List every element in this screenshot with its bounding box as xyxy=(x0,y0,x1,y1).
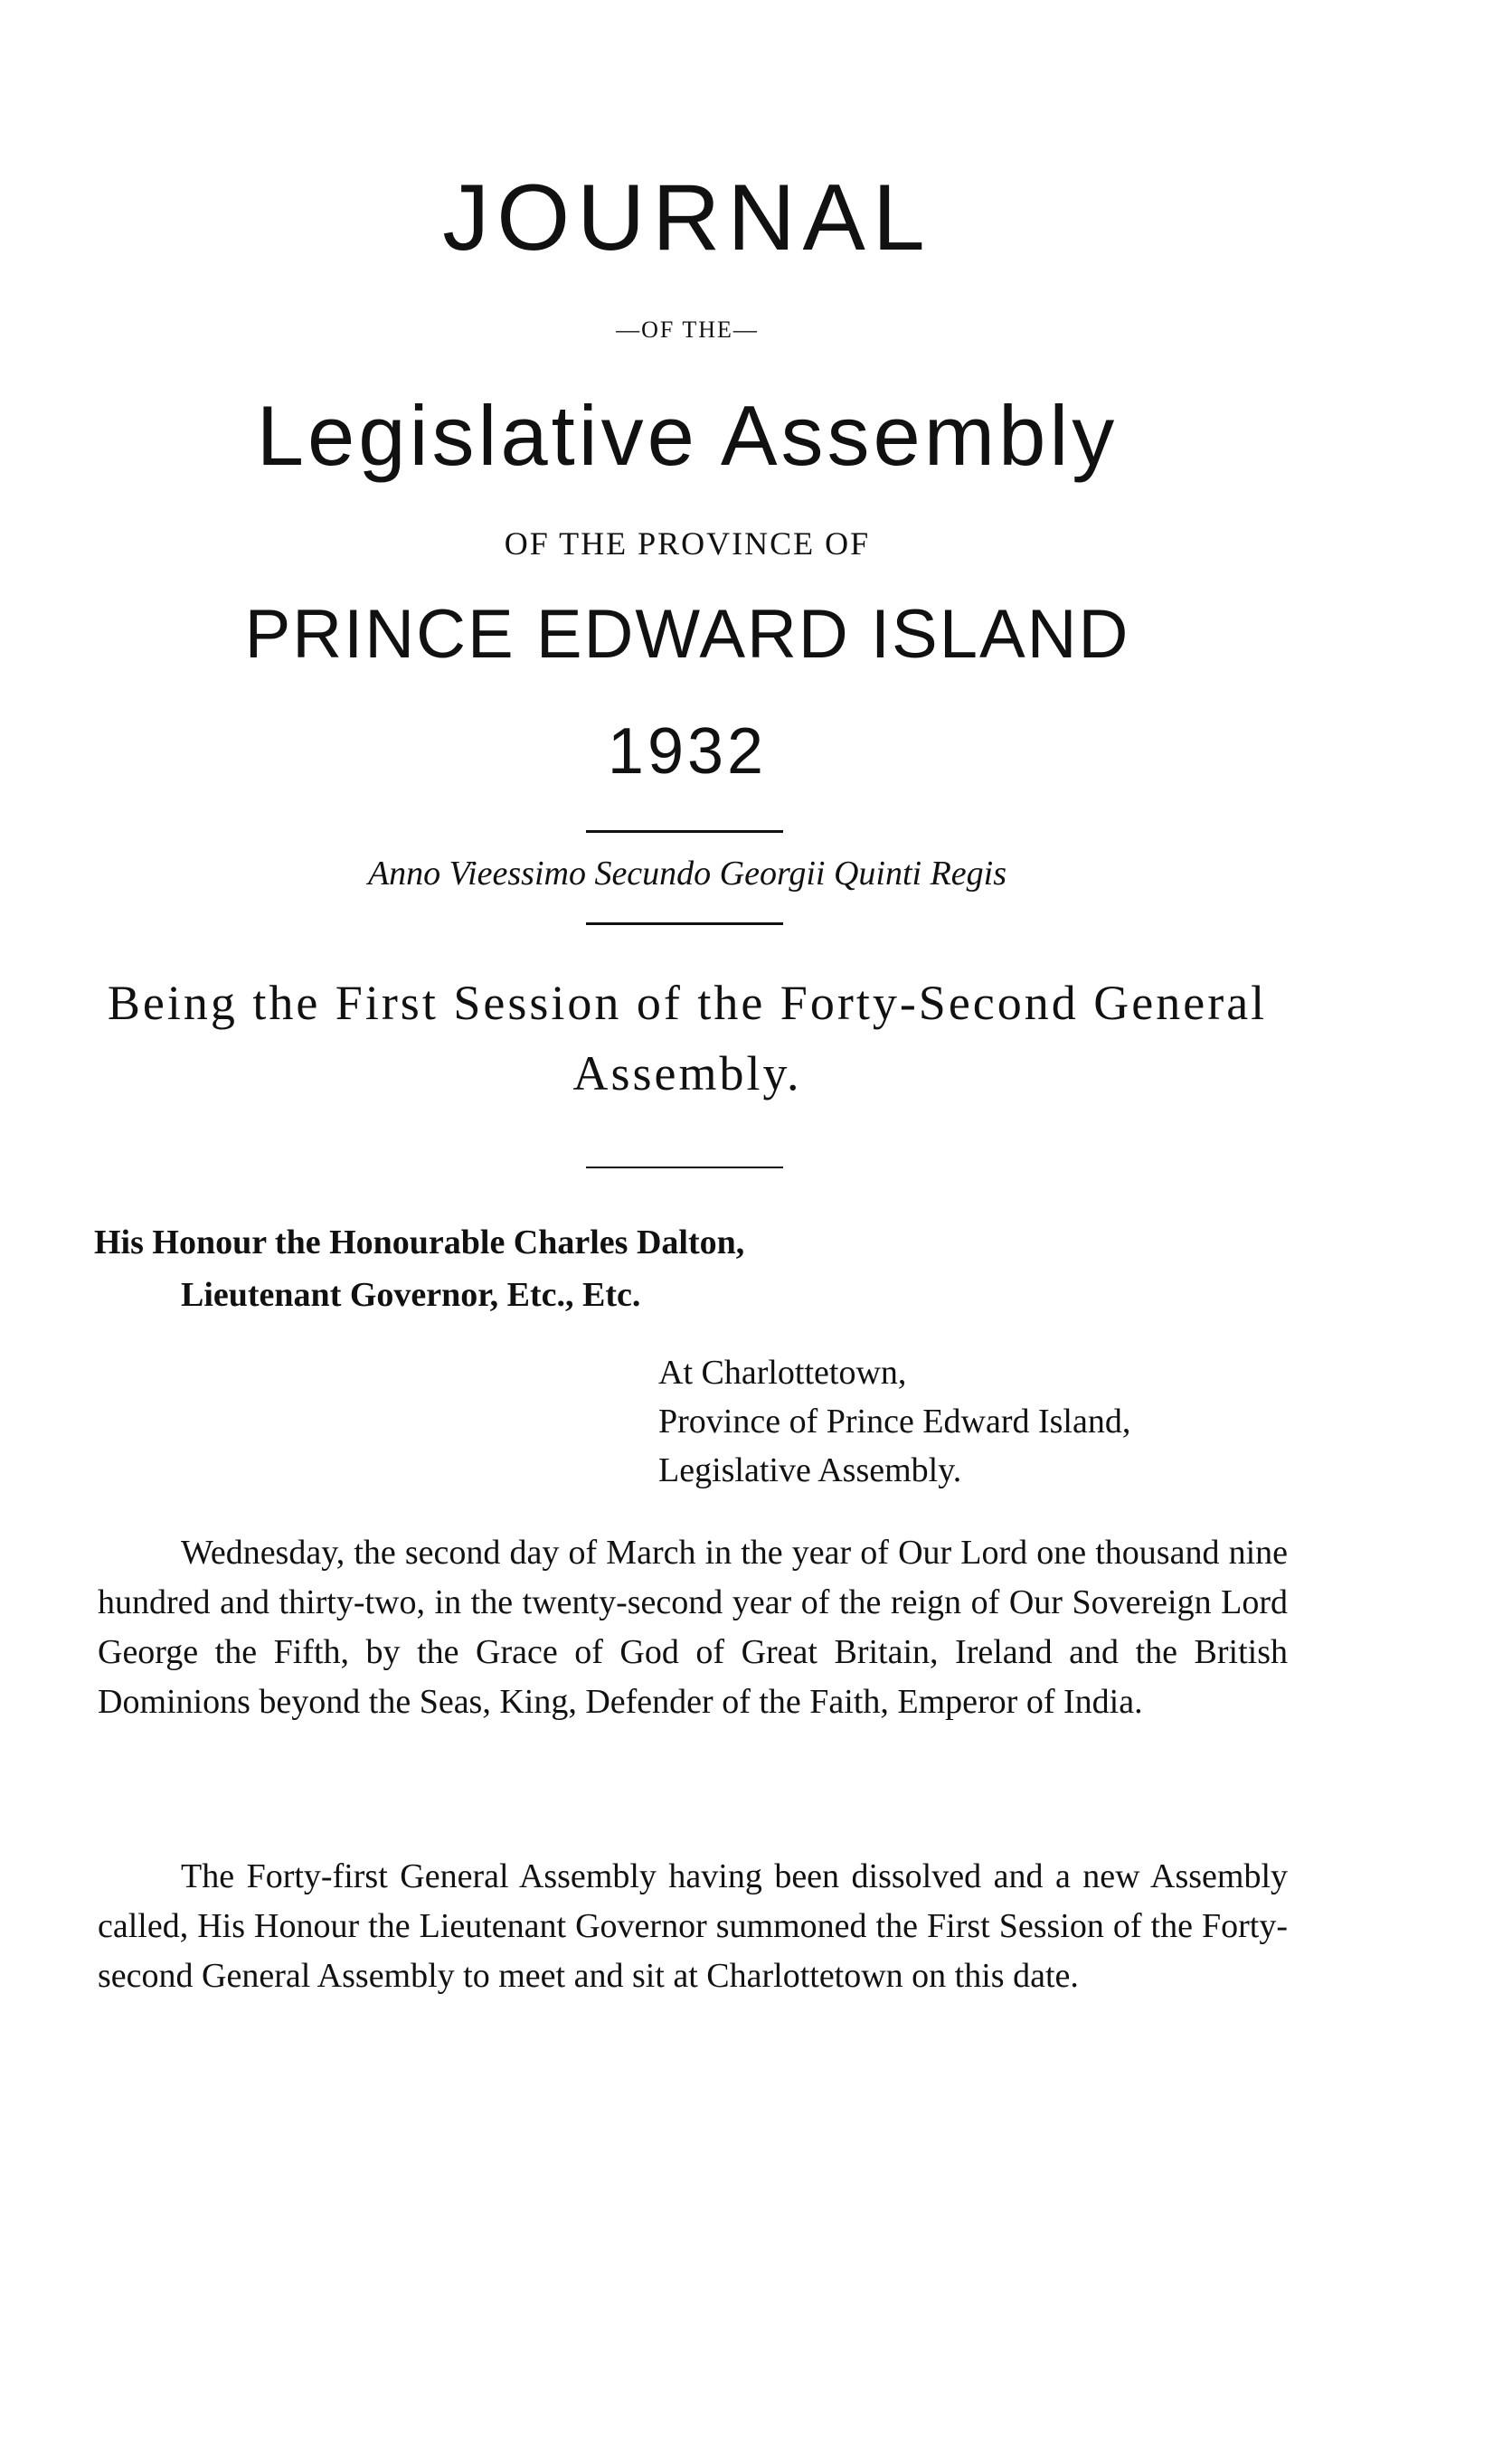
year-heading: 1932 xyxy=(607,715,768,788)
of-province-subtitle: OF THE PROVINCE OF xyxy=(504,525,871,562)
of-the-subtitle: —OF THE— xyxy=(616,317,759,343)
location-line-3: Legislative Assembly. xyxy=(658,1451,962,1489)
assembly-title: Legislative Assembly xyxy=(256,388,1119,483)
body-paragraph-1: Wednesday, the second day of March in the year of Our Lord one thousand nine hundred and thirty-two, in the twenty-second year of the reign of Our Sovereign Lord George the Fifth, by the Grace of God of Great Britain, Ireland and the British Dominions beyond the Seas, King, Defender of the Faith, Emperor of India. xyxy=(98,1534,1288,1721)
upper-rule xyxy=(586,830,783,833)
body-paragraph-2: The Forty-first General Assembly having been dissolved and a new Assembly called, His Honour the Lieutenant Governor summoned the First Session of the Forty-second General Assembly to meet and sit at Charlottetown on this date. xyxy=(98,1857,1288,1995)
location-line-2: Province of Prince Edward Island, xyxy=(658,1403,1131,1441)
province-title: PRINCE EDWARD ISLAND xyxy=(244,596,1130,673)
section-divider xyxy=(586,1167,783,1168)
address-line-2: Lieutenant Governor, Etc., Etc. xyxy=(181,1276,641,1314)
location-line-1: At Charlottetown, xyxy=(658,1354,907,1392)
lower-rule xyxy=(586,922,783,925)
latin-regnal-line: Anno Vieessimo Secundo Georgii Quinti Regis xyxy=(367,855,1007,893)
session-heading: Being the First Session of the Forty-Second General Assembly. xyxy=(107,976,1268,1101)
journal-title: JOURNAL xyxy=(442,165,932,270)
address-line-1: His Honour the Honourable Charles Dalton, xyxy=(94,1224,745,1261)
